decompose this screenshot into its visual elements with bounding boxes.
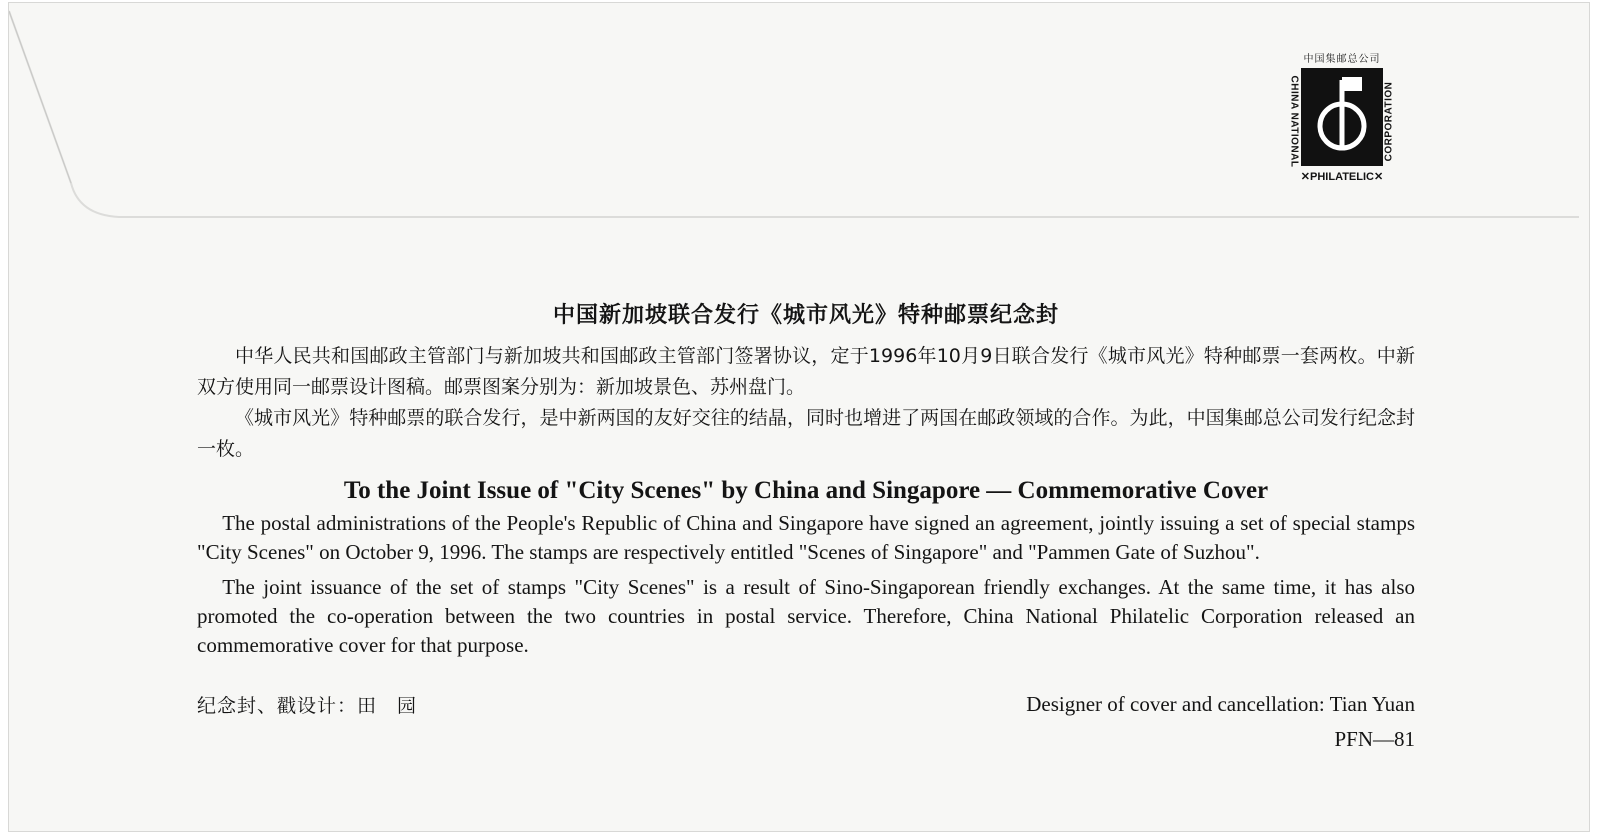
chinese-paragraph: 中华人民共和国邮政主管部门与新加坡共和国邮政主管部门签署协议，定于1996年10月9日联合发行《城市风光》特种邮票一套两枚。中新双方使用同一邮票设计图稿。邮票图案分别为：新加坡景色、苏州盘门。 xyxy=(197,345,1415,398)
cnpc-logo xyxy=(1287,50,1397,185)
logo-chinese-text: 中国集邮总公司 xyxy=(1303,54,1381,65)
star-icon: ✕ xyxy=(1300,171,1311,183)
chinese-body xyxy=(197,341,1415,465)
chinese-paragraph: 《城市风光》特种邮票的联合发行，是中新两国的友好交往的结晶，同时也增进了两国在邮政领域的合作。为此，中国集邮总公司发行纪念封一枚。 xyxy=(197,407,1415,460)
cover-code: PFN—81 xyxy=(1334,727,1415,751)
designer-chinese: 纪念封、戳设计：田 园 xyxy=(197,695,418,717)
english-paragraph: The joint issuance of the set of stamps "City Scenes" is a result of Sino-Singaporean friendly exchanges. At the same time, it has also promoted the co-operation between the two countries in postal service. Therefore, China National Philatelic Corporation released an commemorative cover for that purpose. xyxy=(197,575,1415,657)
english-paragraph: The postal administrations of the People's Republic of China and Singapore have signed an agreement, jointly issuing a set of special stamps "City Scenes" on October 9, 1996. The stamps are respectively entitled "Scenes of Singapore" and "Pammen Gate of Suzhou". xyxy=(197,511,1415,564)
philatelic-emblem-icon xyxy=(1301,68,1383,166)
designer-english: Designer of cover and cancellation: Tian Yuan xyxy=(1026,692,1415,716)
chinese-title: 中国新加坡联合发行《城市风光》特种邮票纪念封 xyxy=(552,303,1059,328)
logo-right-text: CORPORATION xyxy=(1383,81,1395,162)
star-icon: ✕ xyxy=(1373,171,1384,183)
logo-emblem xyxy=(1301,68,1383,166)
logo-left-text: CHINA NATIONAL xyxy=(1288,75,1300,168)
logo-bottom-text xyxy=(1287,170,1397,183)
logo-bottom-label: PHILATELIC xyxy=(1310,171,1374,183)
english-title: To the Joint Issue of "City Scenes" by China and Singapore — Commemorative Cover xyxy=(343,477,1269,504)
english-body xyxy=(197,509,1415,660)
